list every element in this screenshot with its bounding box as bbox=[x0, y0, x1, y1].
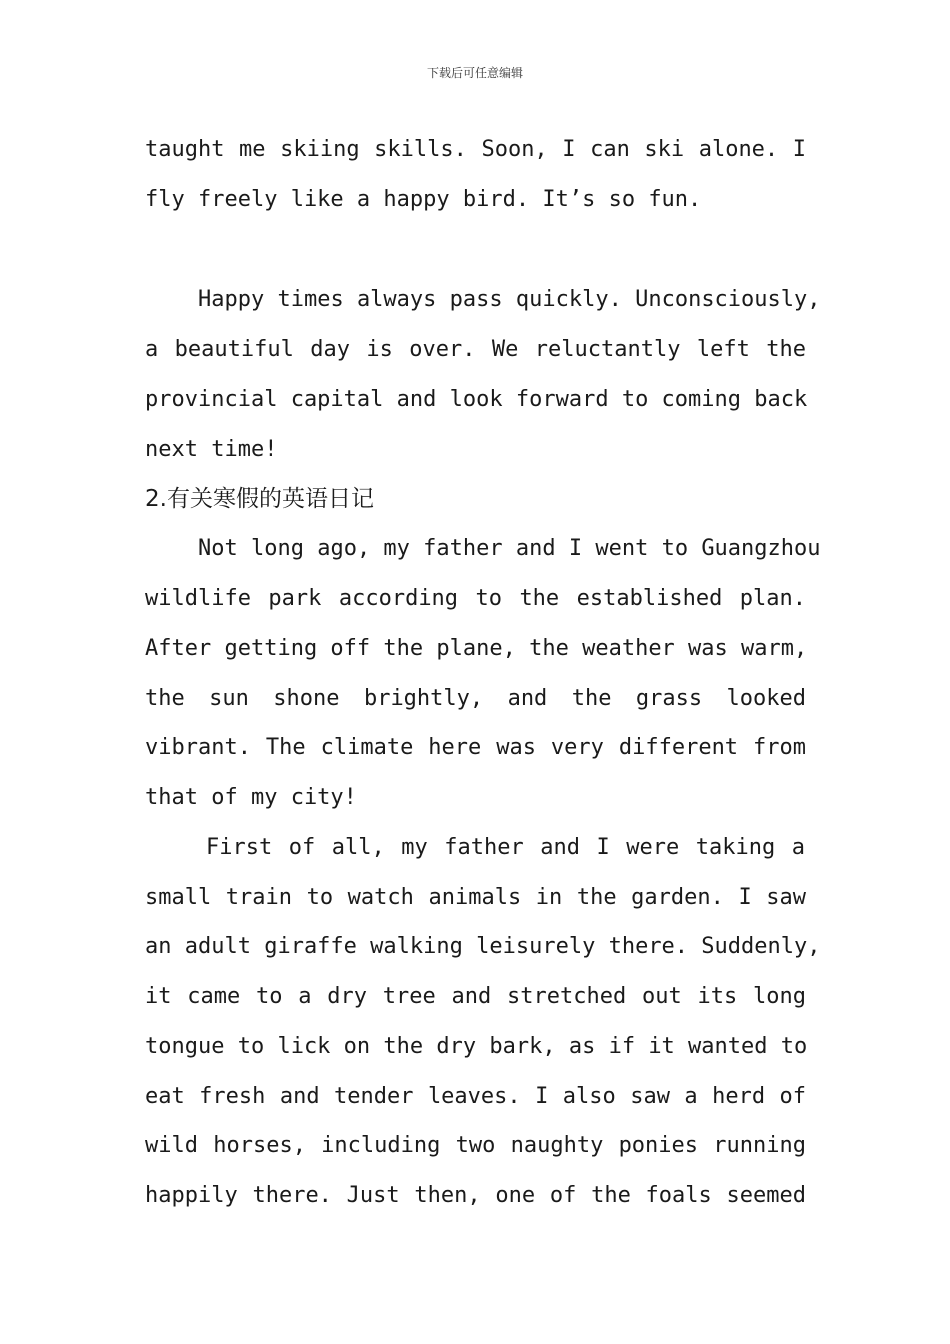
text-line: tongue to lick on the dry bark, as if it wanted to bbox=[145, 1034, 808, 1059]
page-header: 下载后可任意编辑 bbox=[426, 66, 523, 80]
text-line: an adult giraffe walking leisurely there. Suddenly, bbox=[145, 934, 821, 959]
text-line: next time! bbox=[145, 437, 278, 462]
text-line: a beautiful day is over. We reluctantly left the bbox=[145, 337, 806, 362]
text-line: Happy times always pass quickly. Unconsciously, bbox=[198, 287, 821, 312]
text-line: fly freely like a happy bird. It’s so fun. bbox=[145, 187, 702, 212]
text-line: Not long ago, my father and I went to Guangzhou bbox=[198, 536, 821, 561]
text-line: After getting off the plane, the weather was warm, bbox=[145, 636, 808, 661]
text-line: eat fresh and tender leaves. I also saw a herd of bbox=[145, 1084, 806, 1109]
section-heading: 2.有关寒假的英语日记 bbox=[145, 486, 374, 512]
text-line: it came to a dry tree and stretched out its long bbox=[145, 984, 806, 1009]
text-line: small train to watch animals in the garden. I saw bbox=[145, 885, 806, 910]
text-line: First of all, my father and I were taking a bbox=[206, 835, 805, 860]
text-line: happily there. Just then, one of the foals seemed bbox=[145, 1183, 806, 1208]
text-line: wild horses, including two naughty ponies running bbox=[145, 1133, 806, 1158]
text-line: taught me skiing skills. Soon, I can ski alone. I bbox=[145, 137, 806, 162]
text-line: provincial capital and look forward to coming back bbox=[145, 387, 808, 412]
text-line: vibrant. The climate here was very different from bbox=[145, 735, 806, 760]
text-line: that of my city! bbox=[145, 785, 357, 810]
text-line: the sun shone brightly, and the grass looked bbox=[145, 686, 806, 711]
text-line: wildlife park according to the established plan. bbox=[145, 586, 806, 611]
